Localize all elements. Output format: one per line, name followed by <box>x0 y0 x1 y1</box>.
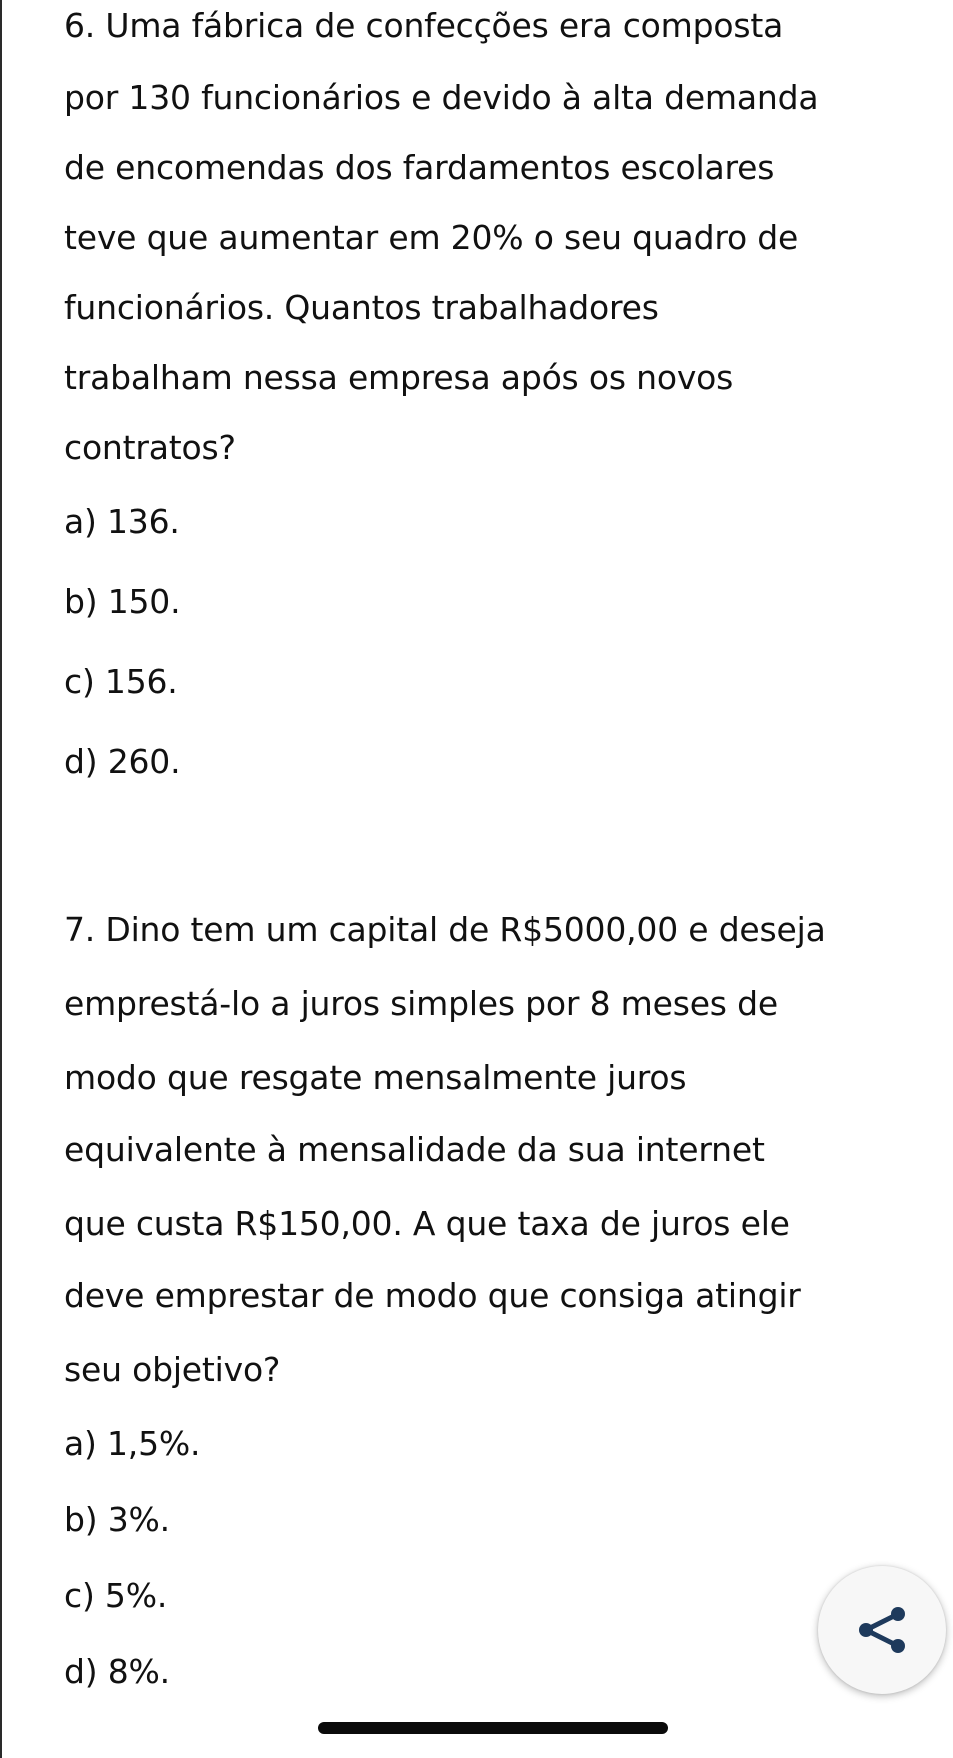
question-7-option-b: b) 3%. <box>64 1500 170 1539</box>
page-left-border <box>0 0 2 1758</box>
question-7-line: emprestá-lo a juros simples por 8 meses de <box>64 984 778 1023</box>
question-7-option-c: c) 5%. <box>64 1576 168 1615</box>
question-6-option-d: d) 260. <box>64 742 181 781</box>
question-7-option-d: d) 8%. <box>64 1652 170 1691</box>
question-7-line: equivalente à mensalidade da sua internet <box>64 1130 765 1169</box>
share-button[interactable] <box>818 1566 946 1694</box>
question-6-option-b: b) 150. <box>64 582 181 621</box>
question-6-line: funcionários. Quantos trabalhadores <box>64 288 659 327</box>
question-6-line: contratos? <box>64 428 236 467</box>
question-7-line: que custa R$150,00. A que taxa de juros ele <box>64 1204 790 1243</box>
question-6-line: 6. Uma fábrica de confecções era composta <box>64 6 784 45</box>
question-6-line: teve que aumentar em 20% o seu quadro de <box>64 218 799 257</box>
question-6-option-c: c) 156. <box>64 662 178 701</box>
question-7-line: seu objetivo? <box>64 1350 281 1389</box>
question-6-line: por 130 funcionários e devido à alta demanda <box>64 78 819 117</box>
question-7-line: deve emprestar de modo que consiga atingir <box>64 1276 801 1315</box>
home-indicator[interactable] <box>318 1722 668 1734</box>
question-7-line: modo que resgate mensalmente juros <box>64 1058 687 1097</box>
question-6-line: de encomendas dos fardamentos escolares <box>64 148 775 187</box>
question-6-option-a: a) 136. <box>64 502 180 541</box>
question-7-option-a: a) 1,5%. <box>64 1424 201 1463</box>
question-7-line: 7. Dino tem um capital de R$5000,00 e deseja <box>64 910 826 949</box>
question-6-line: trabalham nessa empresa após os novos <box>64 358 734 397</box>
share-icon <box>854 1602 910 1658</box>
